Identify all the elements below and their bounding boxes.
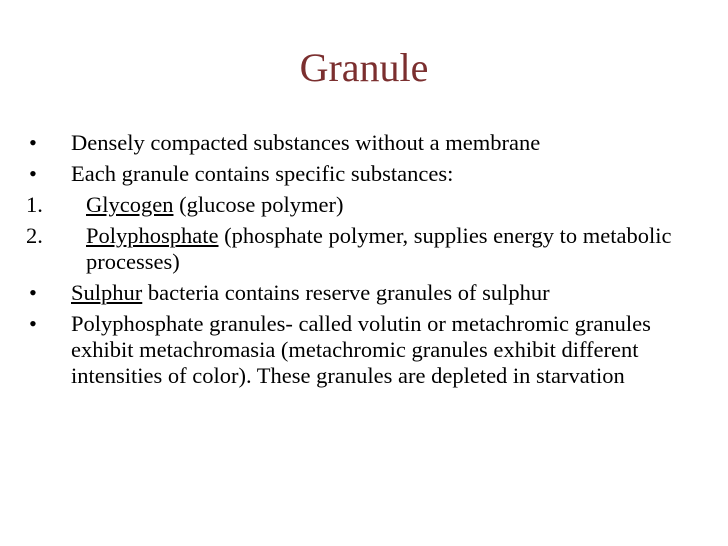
slide-body: [26, 130, 696, 394]
list-item: [26, 130, 696, 156]
slide-title: Granule: [299, 45, 429, 90]
item-term: Glycogen: [86, 192, 174, 217]
list-item: [26, 161, 696, 187]
list-item: [26, 280, 696, 306]
bullet-marker: •: [29, 311, 37, 336]
list-item: [26, 223, 696, 275]
item-text: Each granule contains specific substances:: [71, 161, 454, 186]
item-text: (phosphate polymer, supplies energy to metabolic processes): [86, 223, 672, 274]
item-term: Polyphosphate: [86, 223, 219, 248]
number-marker: 2.: [26, 223, 43, 248]
item-text: Polyphosphate granules- called volutin or metachromic granules exhibit metachromasia (metachromic granules exhibit different intensities of color). These granules are depleted in starvation: [71, 311, 651, 388]
list-item: [26, 192, 696, 218]
bullet-marker: •: [29, 280, 37, 305]
item-text: bacteria contains reserve granules of sulphur: [142, 280, 550, 305]
bullet-marker: •: [29, 130, 37, 155]
list-item: [26, 311, 696, 389]
number-marker: 1.: [26, 192, 43, 217]
item-text: (glucose polymer): [173, 192, 344, 217]
item-text: Densely compacted substances without a membrane: [71, 130, 541, 155]
bullet-marker: •: [29, 161, 37, 186]
item-term: Sulphur: [71, 280, 143, 305]
